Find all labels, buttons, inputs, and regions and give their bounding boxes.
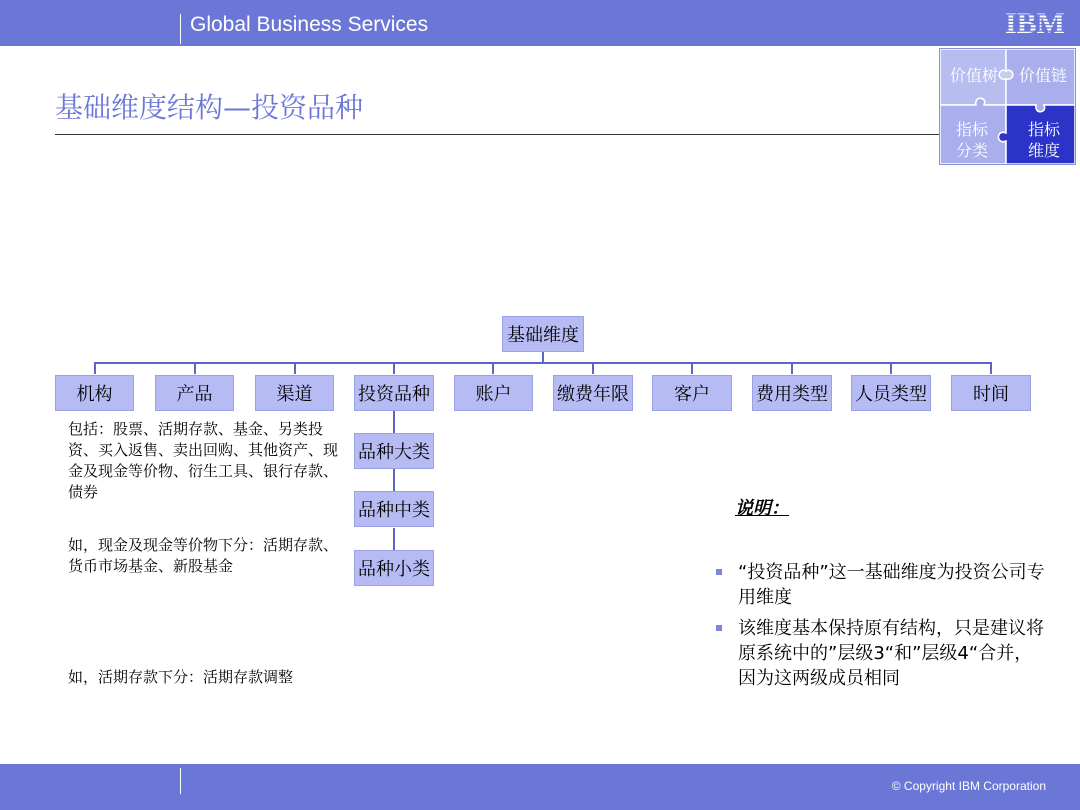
note-text: 该维度基本保持原有结构，只是建议将原系统中的”层级3“和”层级4“合并，因为这两级成员相同 — [738, 618, 1044, 689]
header-bar — [0, 0, 1080, 46]
dimension-node-staff-type: 人员类型 — [851, 375, 931, 411]
puzzle-graphic — [939, 48, 1076, 165]
branch-line — [592, 362, 594, 374]
dimension-node-product: 产品 — [155, 375, 234, 411]
puzzle-label-value-tree: 价值树 — [949, 66, 998, 85]
bullet-square-icon — [716, 625, 722, 631]
root-connector — [542, 352, 544, 362]
branch-line — [890, 362, 892, 374]
notes-list — [716, 560, 1046, 697]
includes-description: 包括：股票、活期存款、基金、另类投资、买入返售、卖出回购、其他资产、现金及现金等价物、衍生工具、银行存款、债券 — [68, 420, 339, 501]
sub-node-major-category: 品种大类 — [354, 433, 434, 469]
dimension-node-account: 账户 — [454, 375, 533, 411]
branch-line — [294, 362, 296, 374]
note-text: “投资品种”这一基础维度为投资公司专用维度 — [738, 562, 1045, 608]
sub-connector — [393, 469, 395, 491]
sub-connector — [393, 528, 395, 550]
bullet-square-icon — [716, 569, 722, 575]
ibm-logo — [1000, 9, 1070, 35]
footer-divider — [180, 768, 181, 794]
branch-line — [791, 362, 793, 374]
note-item — [716, 560, 1046, 610]
sub-node-minor-category: 品种小类 — [354, 550, 434, 586]
dimension-node-expense-type: 费用类型 — [752, 375, 832, 411]
title-divider — [55, 134, 940, 135]
cash-example: 如，现金及现金等价物下分：活期存款、货币市场基金、新股基金 — [68, 536, 339, 575]
puzzle-label-indicator-dimension: 指标 维度 — [1027, 120, 1060, 160]
note-item — [716, 616, 1046, 691]
dimension-node-time: 时间 — [951, 375, 1031, 411]
branch-line — [393, 362, 395, 374]
dimension-node-payment-term: 缴费年限 — [553, 375, 633, 411]
header-brand: Global Business Services — [190, 13, 429, 36]
horizontal-connector — [94, 362, 992, 364]
sub-node-middle-category: 品种中类 — [354, 491, 434, 527]
dimension-node-customer: 客户 — [652, 375, 732, 411]
dimension-node-channel: 渠道 — [255, 375, 334, 411]
dimension-node-organization: 机构 — [55, 375, 134, 411]
footer-bar — [0, 764, 1080, 810]
branch-line — [492, 362, 494, 374]
branch-line — [990, 362, 992, 374]
root-node: 基础维度 — [502, 316, 584, 352]
branch-line — [691, 362, 693, 374]
dimension-node-investment-type: 投资品种 — [354, 375, 434, 411]
notes-title: 说明： — [735, 498, 789, 519]
sub-connector — [393, 411, 395, 433]
branch-line — [194, 362, 196, 374]
branch-line — [94, 362, 96, 374]
deposit-example: 如，活期存款下分：活期存款调整 — [68, 668, 294, 686]
page-title: 基础维度结构—投资品种 — [55, 91, 364, 124]
copyright-text: © Copyright IBM Corporation — [891, 779, 1046, 793]
puzzle-label-indicator-category: 指标 分类 — [955, 120, 988, 160]
header-divider — [180, 14, 181, 44]
puzzle-label-value-chain: 价值链 — [1018, 66, 1067, 85]
ibm-logo-text: IBM — [1005, 9, 1065, 35]
